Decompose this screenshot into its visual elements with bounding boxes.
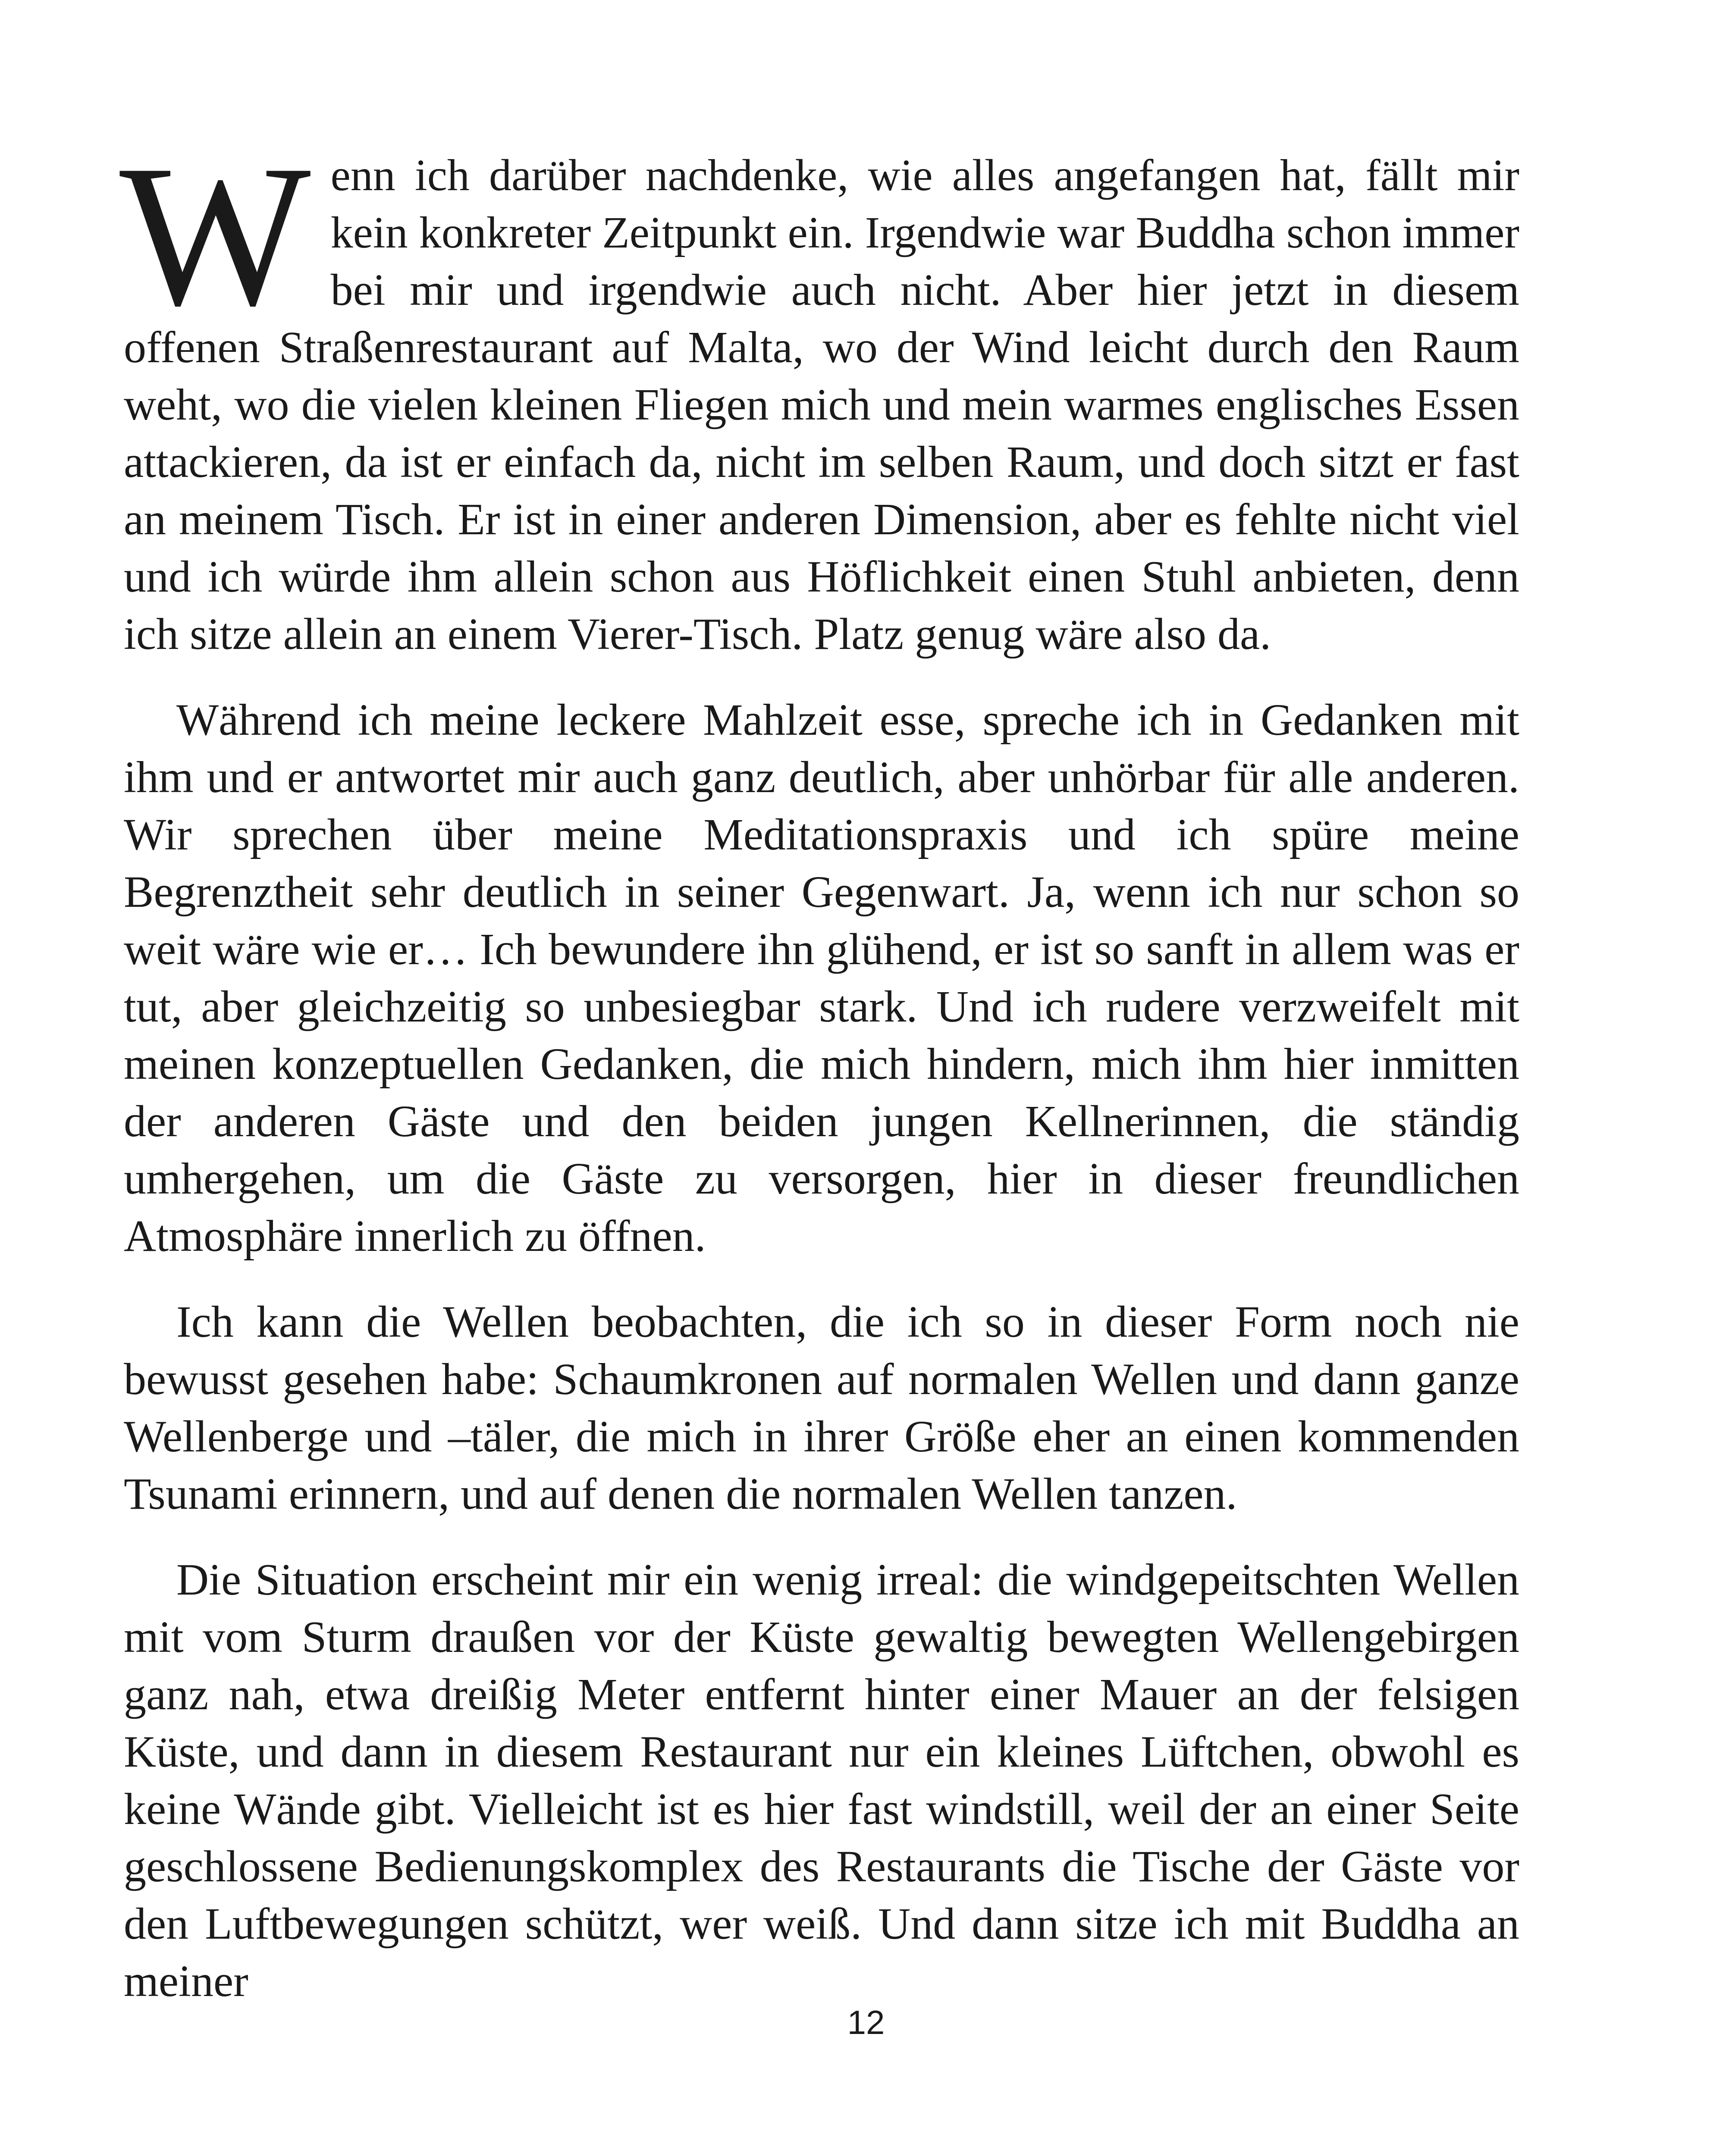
- paragraph-1: [119, 123, 1519, 663]
- paragraph-4: Die Situation erscheint mir ein wenig irreal: die windgepeitschten Wellen mit vom Sturm draußen vor der Küste gewaltig bewegten Wellengebirgen ganz nah, etwa dreißig Meter entfernt hinter einer Mauer an der felsigen Küste, und dann in diesem Restaurant nur ein kleines Lüftchen, obwohl es keine Wände gibt. Vielleicht ist es hier fast windstill, weil der an einer Seite geschlossene Bedienungskomplex des Restaurants die Tische der Gäste vor den Luftbewegungen schützt, wer weiß. Und dann sitze ich mit Buddha an meiner: [124, 1555, 1519, 2006]
- paragraph-1-text: enn ich darüber nachdenke, wie alles angefangen hat, fällt mir kein konkreter Zeitpunkt ein. Irgendwie war Buddha schon immer bei mir und irgendwie auch nicht. Aber hier jetzt in diesem offenen Straßenrestaurant auf Malta, wo der Wind leicht durch den Raum weht, wo die vielen kleinen Fliegen mich und mein warmes englisches Essen attackieren, da ist er einfach da, nicht im selben Raum, und doch sitzt er fast an meinem Tisch. Er ist in einer anderen Dimension, aber es fehlte nicht viel und ich würde ihm allein schon aus Höflichkeit einen Stuhl anbieten, denn ich sitze allein an einem Vierer-Tisch. Platz genug wäre also da.: [124, 150, 1519, 659]
- drop-cap: W: [119, 123, 311, 348]
- paragraph-2: Während ich meine leckere Mahlzeit esse, spreche ich in Gedanken mit ihm und er antwortet mir auch ganz deutlich, aber unhörbar für alle anderen. Wir sprechen über meine Meditationspraxis und ich spüre meine Begrenztheit sehr deutlich in seiner Gegenwart. Ja, wenn ich nur schon so weit wäre wie er… Ich bewundere ihn glühend, er ist so sanft in allem was er tut, aber gleichzeitig so unbesiegbar stark. Und ich rudere verzweifelt mit meinen konzeptuellen Gedanken, die mich hindern, mich ihm hier inmitten der anderen Gäste und den beiden jungen Kellnerinnen, die ständig umhergehen, um die Gäste zu versorgen, hier in dieser freundlichen Atmosphäre innerlich zu öffnen.: [124, 695, 1519, 1261]
- page-number: 12: [847, 2003, 885, 2041]
- paragraph-3: Ich kann die Wellen beobachten, die ich so in dieser Form noch nie bewusst gesehen habe: Schaumkronen auf normalen Wellen und dann ganze Wellenberge und –täler, die mich in ihrer Größe eher an einen kommenden Tsunami erinnern, und auf denen die normalen Wellen tanzen.: [124, 1297, 1519, 1519]
- body-text: [119, 123, 1519, 2010]
